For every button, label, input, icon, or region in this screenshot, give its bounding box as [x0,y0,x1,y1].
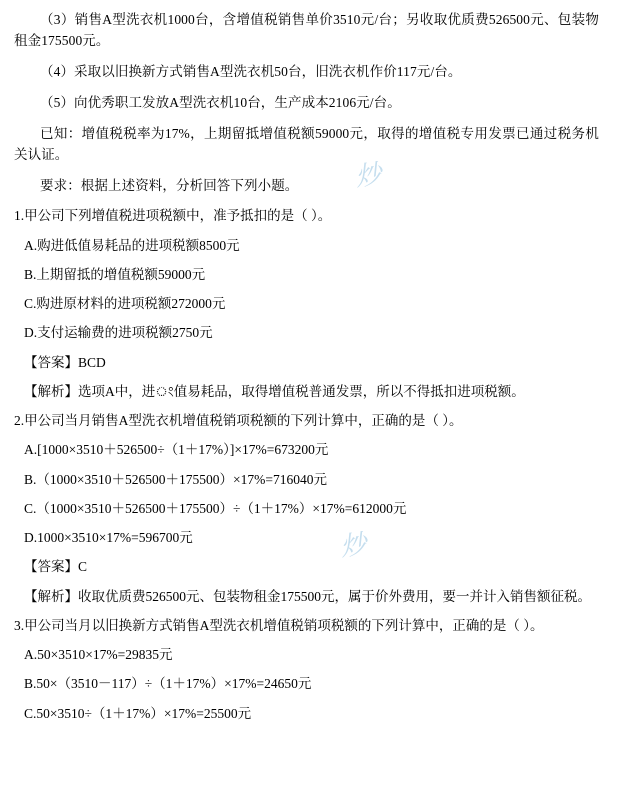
question-2-option-d: D.1000×3510×17%=596700元 [24,530,193,546]
question-3-stem: 3.甲公司当月以旧换新方式销售A型洗衣机增值税销项税额的下列计算中，正确的是（ ）。 [14,617,544,633]
question-1-analysis [14,382,599,402]
question-3-option-a: A.50×3510×17%=29835元 [24,647,173,663]
question-2-answer [14,557,599,577]
paragraph-item-4: （4）采取以旧换新方式销售A型洗衣机50台，旧洗衣机作价117元/台。 [40,63,462,79]
paragraph-item-3: （3）销售A型洗衣机1000台，含增值税销售单价3510元/台；另收取优质费526500元、包装物租金175500元。 [14,12,599,48]
analysis-value: 收取优质费526500元、包装物租金175500元，属于价外费用，要一并计入销售额征税。 [78,588,591,604]
paragraph-known-conditions: 已知：增值税税率为17%，上期留抵增值税额59000元，取得的增值税专用发票已通过税务机关认证。 [14,125,599,162]
question-1-option-a: A.购进低值易耗品的进项税额8500元 [24,237,240,253]
question-2-option-a: A.[1000×3510＋526500÷（1＋17%）]×17%=673200元 [24,442,329,458]
question-1-option-b: B.上期留抵的增值税额59000元 [24,266,206,282]
question-3-option-c: C.50×3510÷（1＋17%）×17%=25500元 [24,705,252,721]
analysis-value: 选项A中，进ং值易耗品，取得增值税普通发票，所以不得抵扣进项税额。 [78,383,525,399]
answer-value: C [78,559,88,575]
paragraph-item-5: （5）向优秀职工发放A型洗衣机10台，生产成本2106元/台。 [40,94,401,110]
analysis-label: 【解析】 [24,383,78,399]
question-3-option-b: B.50×（3510－117）÷（1＋17%）×17%=24650元 [24,676,312,692]
answer-value: BCD [78,354,106,370]
question-2-option-c: C.（1000×3510＋526500＋175500）÷（1＋17%）×17%=612000元 [24,500,407,516]
question-1-answer [14,353,599,373]
watermark-mark-1: 炒 [353,159,384,192]
question-1-option-c: C.购进原材料的进项税额272000元 [24,296,226,312]
answer-label: 【答案】 [24,354,78,370]
question-2-option-b: B.（1000×3510＋526500＋175500）×17%=716040元 [24,471,327,487]
question-2-stem: 2.甲公司当月销售A型洗衣机增值税销项税额的下列计算中，正确的是（ ）。 [14,413,463,429]
question-1-stem: 1.甲公司下列增值税进项税额中，准予抵扣的是（ ）。 [14,208,332,224]
question-1-option-d: D.支付运输费的进项税额2750元 [24,325,213,341]
analysis-label: 【解析】 [24,588,78,604]
question-2-analysis [14,587,599,607]
watermark-mark-2: 炒 [338,529,369,562]
paragraph-requirement: 要求：根据上述资料，分析回答下列小题。 [40,177,299,193]
answer-label: 【答案】 [24,559,78,575]
